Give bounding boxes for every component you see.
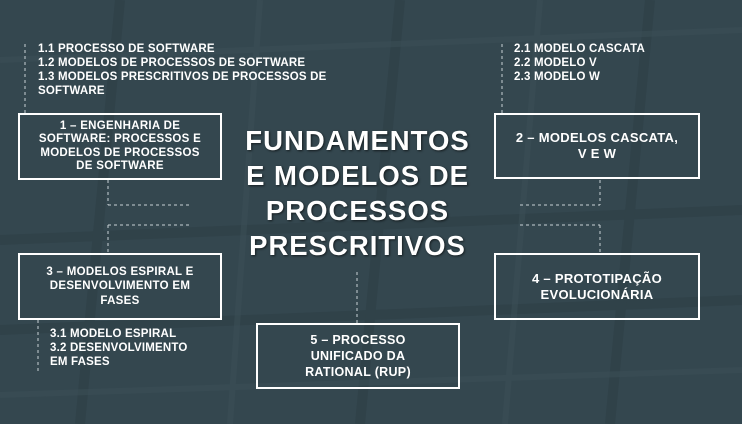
box4-line: 4 – PROTOTIPAÇÃO [531,270,662,286]
box2-subitem: 2.3 MODELO W [514,71,601,83]
box2-subitems [514,42,645,84]
box1-subitem: 1.2 MODELOS DE PROCESSOS DE SOFTWARE [38,57,306,69]
box3-line: 3 – MODELOS ESPIRAL E [46,265,194,278]
box5-line: 5 – PROCESSO [310,333,406,347]
box5-line: RATIONAL (RUP) [305,365,411,379]
box2-line: V E W [577,146,617,161]
node-box-3 [18,253,222,320]
box4-line: EVOLUCIONÁRIA [540,286,654,302]
box3-line: DESENVOLVIMENTO EM [49,280,191,293]
box5-line: UNIFICADO DA [310,349,406,363]
box3-subitem: EM FASES [50,356,110,368]
title-line: PROCESSOS [265,195,450,226]
box2-subitem: 2.2 MODELO V [514,57,597,69]
box3-line: FASES [100,294,140,307]
title-line: E MODELOS DE [246,160,469,191]
box1-line: SOFTWARE: PROCESSOS E [38,133,202,145]
box1-subitems [38,42,327,98]
node-box-2 [494,113,700,179]
box3-subitem: 3.1 MODELO ESPIRAL [50,328,177,340]
box1-line: DE SOFTWARE [76,160,164,172]
box2-line: 2 – MODELOS CASCATA, [515,130,679,145]
box1-line: 1 – ENGENHARIA DE [59,119,181,132]
diagram-title [230,123,485,263]
node-box-1 [18,113,222,180]
box3-subitem: 3.2 DESENVOLVIMENTO [50,342,188,354]
box2-subitem: 2.1 MODELO CASCATA [514,43,645,55]
box1-line: MODELOS DE PROCESSOS [40,146,200,159]
box1-subitem: 1.1 PROCESSO DE SOFTWARE [38,43,215,55]
node-box-4 [494,253,700,320]
node-box-5 [256,323,460,389]
title-line: PRESCRITIVOS [249,230,466,261]
box1-subitem: SOFTWARE [38,85,105,97]
box1-subitem: 1.3 MODELOS PRESCRITIVOS DE PROCESSOS DE [38,71,327,83]
box3-subitems [50,327,188,369]
title-line: FUNDAMENTOS [245,125,470,156]
